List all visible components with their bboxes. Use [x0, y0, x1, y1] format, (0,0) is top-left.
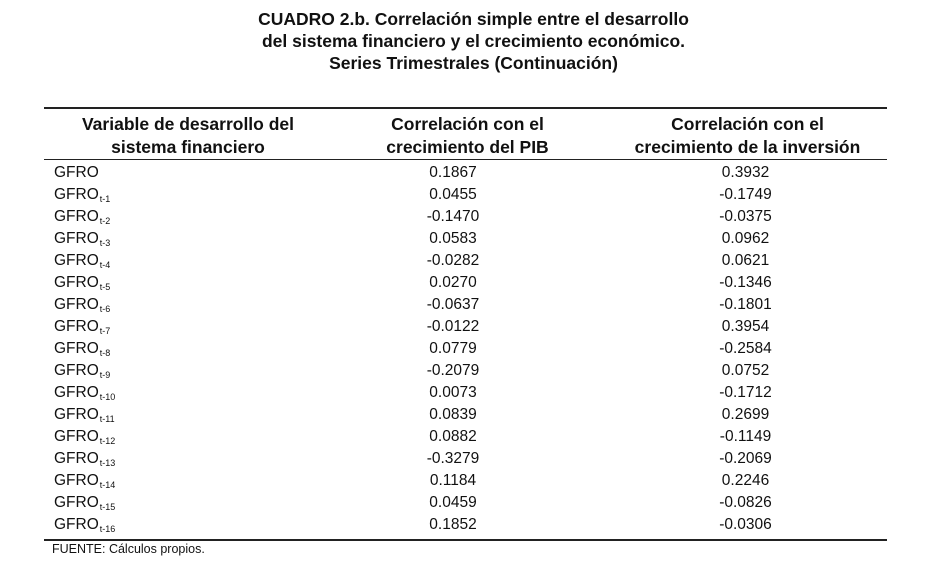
- variable-name: GFRO: [54, 450, 99, 467]
- pib-correlation-cell: 0.0455: [429, 186, 477, 203]
- inversion-correlation-cell: -0.1749: [719, 186, 772, 203]
- inversion-correlation-cell: -0.1346: [719, 274, 772, 291]
- variable-lag: t-12: [99, 436, 116, 446]
- pib-correlation-cell: -0.0282: [426, 252, 480, 269]
- table-row: [44, 250, 887, 272]
- variable-cell: [54, 406, 115, 428]
- variable-cell: [54, 516, 115, 538]
- variable-name: GFRO: [54, 384, 99, 401]
- variable-cell: [54, 318, 110, 340]
- variable-name: GFRO: [54, 340, 99, 357]
- variable-name: GFRO: [54, 406, 99, 423]
- title-line-2: del sistema financiero y el crecimiento económico.: [261, 31, 686, 51]
- variable-name: GFRO: [54, 318, 99, 335]
- table-body: [44, 162, 887, 536]
- variable-cell: [54, 164, 99, 182]
- table-title: [0, 8, 947, 74]
- variable-lag: t-1: [99, 194, 111, 204]
- variable-name: GFRO: [54, 186, 99, 203]
- variable-cell: [54, 384, 115, 406]
- header-variable: [44, 113, 332, 159]
- pib-correlation-cell: 0.0779: [429, 340, 477, 357]
- variable-lag: t-15: [99, 502, 116, 512]
- pib-correlation-cell: 0.0459: [429, 494, 477, 511]
- table-row: [44, 448, 887, 470]
- table-row: [44, 360, 887, 382]
- variable-lag: t-8: [99, 348, 111, 358]
- header-variable-line-1: Variable de desarrollo del: [81, 114, 295, 134]
- variable-name: GFRO: [54, 296, 99, 313]
- table-row: [44, 470, 887, 492]
- table-row: [44, 382, 887, 404]
- table-row: [44, 272, 887, 294]
- header-inversion-line-2: crecimiento de la inversión: [634, 137, 861, 157]
- variable-lag: t-7: [99, 326, 111, 336]
- pib-correlation-cell: 0.0583: [429, 230, 477, 247]
- variable-cell: [54, 362, 110, 384]
- table-row: [44, 316, 887, 338]
- table-row: [44, 294, 887, 316]
- variable-lag: t-5: [99, 282, 111, 292]
- variable-cell: [54, 296, 110, 318]
- header-pib-line-1: Correlación con el: [391, 114, 544, 134]
- pib-correlation-cell: 0.1867: [429, 164, 477, 181]
- table-row: [44, 228, 887, 250]
- pib-correlation-cell: 0.0839: [429, 406, 477, 423]
- inversion-correlation-cell: 0.2246: [721, 472, 770, 489]
- variable-cell: [54, 494, 115, 516]
- pib-correlation-cell: -0.1470: [426, 208, 480, 225]
- header-inversion: [605, 113, 890, 159]
- variable-cell: [54, 450, 115, 472]
- pib-correlation-cell: -0.0122: [426, 318, 480, 335]
- variable-lag: t-11: [99, 414, 115, 424]
- inversion-correlation-cell: 0.0752: [721, 362, 770, 379]
- pib-correlation-cell: -0.0637: [426, 296, 480, 313]
- pib-correlation-cell: 0.0073: [429, 384, 477, 401]
- variable-lag: t-14: [99, 480, 116, 490]
- table-row: [44, 338, 887, 360]
- inversion-correlation-cell: 0.0621: [721, 252, 770, 269]
- variable-name: GFRO: [54, 230, 99, 247]
- table-row: [44, 162, 887, 184]
- inversion-correlation-cell: -0.2069: [719, 450, 772, 467]
- inversion-correlation-cell: 0.2699: [721, 406, 770, 423]
- header-variable-line-2: sistema financiero: [111, 137, 265, 157]
- variable-lag: t-2: [99, 216, 111, 226]
- variable-lag: t-4: [99, 260, 111, 270]
- variable-name: GFRO: [54, 164, 99, 181]
- variable-lag: t-16: [99, 524, 116, 534]
- variable-cell: [54, 230, 110, 252]
- header-pib-line-2: crecimiento del PIB: [386, 137, 549, 157]
- inversion-correlation-cell: -0.1801: [719, 296, 772, 313]
- pib-correlation-cell: -0.2079: [426, 362, 480, 379]
- variable-name: GFRO: [54, 472, 99, 489]
- variable-cell: [54, 186, 110, 208]
- variable-cell: [54, 208, 110, 230]
- variable-lag: t-9: [99, 370, 111, 380]
- inversion-correlation-cell: -0.2584: [719, 340, 772, 357]
- table-row: [44, 492, 887, 514]
- inversion-correlation-cell: -0.0375: [719, 208, 772, 225]
- variable-cell: [54, 252, 110, 274]
- inversion-correlation-cell: -0.1712: [719, 384, 772, 401]
- variable-lag: t-3: [99, 238, 111, 248]
- variable-lag: t-13: [99, 458, 116, 468]
- inversion-correlation-cell: -0.0306: [719, 516, 772, 533]
- pib-correlation-cell: -0.3279: [426, 450, 480, 467]
- header-pib: [345, 113, 590, 159]
- inversion-correlation-cell: 0.3932: [721, 164, 770, 181]
- table-row: [44, 514, 887, 536]
- table-row: [44, 206, 887, 228]
- variable-name: GFRO: [54, 252, 99, 269]
- bottom-rule: [44, 539, 887, 541]
- variable-name: GFRO: [54, 208, 99, 225]
- pib-correlation-cell: 0.0270: [429, 274, 477, 291]
- inversion-correlation-cell: 0.3954: [721, 318, 770, 335]
- variable-lag: t-6: [99, 304, 111, 314]
- variable-cell: [54, 428, 115, 450]
- title-line-1: CUADRO 2.b. Correlación simple entre el desarrollo: [258, 9, 689, 29]
- variable-cell: [54, 340, 110, 362]
- header-rule: [44, 159, 887, 160]
- inversion-correlation-cell: -0.1149: [719, 428, 772, 445]
- variable-name: GFRO: [54, 494, 99, 511]
- table-row: [44, 184, 887, 206]
- variable-lag: t-10: [99, 392, 116, 402]
- inversion-correlation-cell: -0.0826: [719, 494, 772, 511]
- pib-correlation-cell: 0.0882: [429, 428, 477, 445]
- header-inversion-line-1: Correlación con el: [671, 114, 824, 134]
- table-row: [44, 426, 887, 448]
- variable-cell: [54, 472, 115, 494]
- variable-name: GFRO: [54, 428, 99, 445]
- title-line-3: Series Trimestrales (Continuación): [329, 53, 618, 73]
- table-row: [44, 404, 887, 426]
- variable-name: GFRO: [54, 362, 99, 379]
- pib-correlation-cell: 0.1184: [429, 472, 477, 489]
- inversion-correlation-cell: 0.0962: [721, 230, 770, 247]
- pib-correlation-cell: 0.1852: [429, 516, 477, 533]
- variable-name: GFRO: [54, 516, 99, 533]
- variable-cell: [54, 274, 110, 296]
- source-note: FUENTE: Cálculos propios.: [52, 542, 205, 556]
- variable-name: GFRO: [54, 274, 99, 291]
- top-rule: [44, 107, 887, 109]
